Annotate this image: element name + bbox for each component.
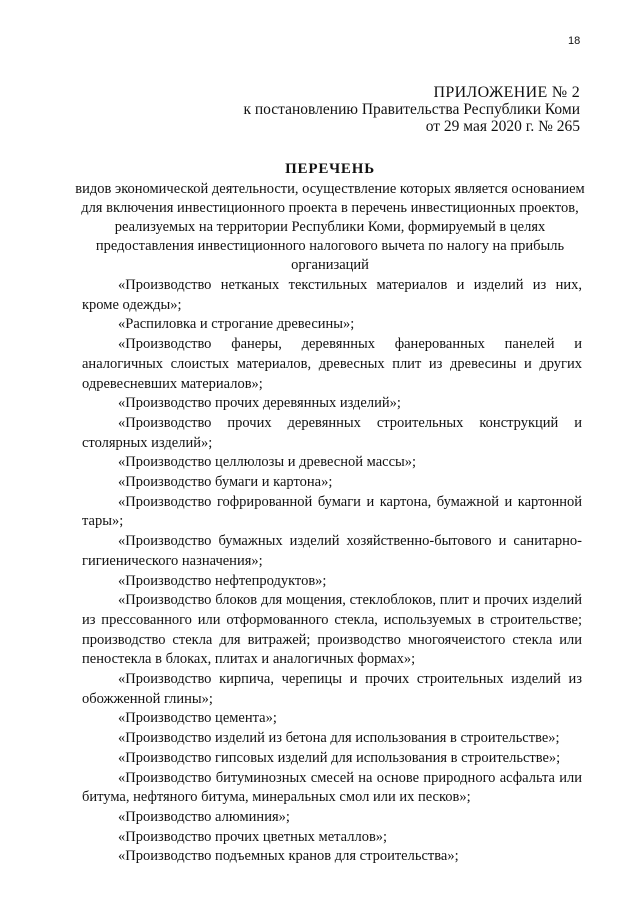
- list-item: «Производство битуминозных смесей на основе природного асфальта или битума, нефтяного битума, минеральных смол или их песков»;: [82, 769, 582, 806]
- document-heading: [70, 160, 590, 275]
- document-subtitle: видов экономической деятельности, осуществление которых является основанием для включения инвестиционного проекта в перечень инвестиционных проектов, реализуемых на территории Республики Коми, формируемый в целях предоставления инвестиционного налогового вычета по налогу на прибыль организаций: [75, 181, 585, 273]
- appendix-date-line: от 29 мая 2020 г. № 265: [425, 118, 580, 135]
- list-item: «Производство нефтепродуктов»;: [118, 572, 327, 589]
- list-item: «Производство гипсовых изделий для использования в строительстве»;: [118, 749, 561, 766]
- list-item: «Производство гофрированной бумаги и картона, бумажной и картонной тары»;: [82, 493, 582, 530]
- list-item: «Производство кирпича, черепицы и прочих строительных изделий из обожженной глины»;: [82, 671, 582, 707]
- list-item: «Производство нетканых текстильных материалов и изделий из них, кроме одежды»;: [82, 277, 582, 313]
- list-item: «Производство прочих деревянных строительных конструкций и столярных изделий»;: [82, 414, 582, 451]
- list-item: «Производство алюминия»;: [118, 808, 290, 825]
- list-item: «Производство бумажных изделий хозяйственно-бытового и санитарно-гигиенического назначения»;: [82, 533, 582, 569]
- list-item: «Производство подъемных кранов для строительства»;: [118, 848, 459, 865]
- list-item: «Производство цемента»;: [118, 710, 277, 727]
- list-item: «Распиловка и строгание древесины»;: [118, 316, 355, 333]
- list-item: «Производство целлюлозы и древесной массы»;: [118, 454, 417, 471]
- page-number: 18: [568, 35, 581, 47]
- list-item: «Производство блоков для мощения, стеклоблоков, плит и прочих изделий из прессованного или отформованного стекла, используемых в строительстве; производство стекла для витражей; производство многоячеистого стекла или пеностекла в блоках, плитах и аналогичных формах»;: [82, 592, 582, 668]
- appendix-decree-line: к постановлению Правительства Республики Коми: [243, 101, 580, 118]
- list-item: «Производство бумаги и картона»;: [118, 474, 333, 491]
- list-item: «Производство изделий из бетона для использования в строительстве»;: [118, 730, 560, 747]
- list-item: «Производство прочих деревянных изделий»;: [118, 395, 401, 412]
- activity-list: [82, 276, 582, 867]
- appendix-title: ПРИЛОЖЕНИЕ № 2: [433, 84, 580, 101]
- appendix-header: [243, 84, 580, 135]
- document-title: ПЕРЕЧЕНЬ: [285, 161, 375, 177]
- list-item: «Производство прочих цветных металлов»;: [118, 828, 388, 845]
- list-item: «Производство фанеры, деревянных фанерованных панелей и аналогичных слоистых материалов, древесных плит из древесины и других одревесневших материалов»;: [82, 336, 582, 392]
